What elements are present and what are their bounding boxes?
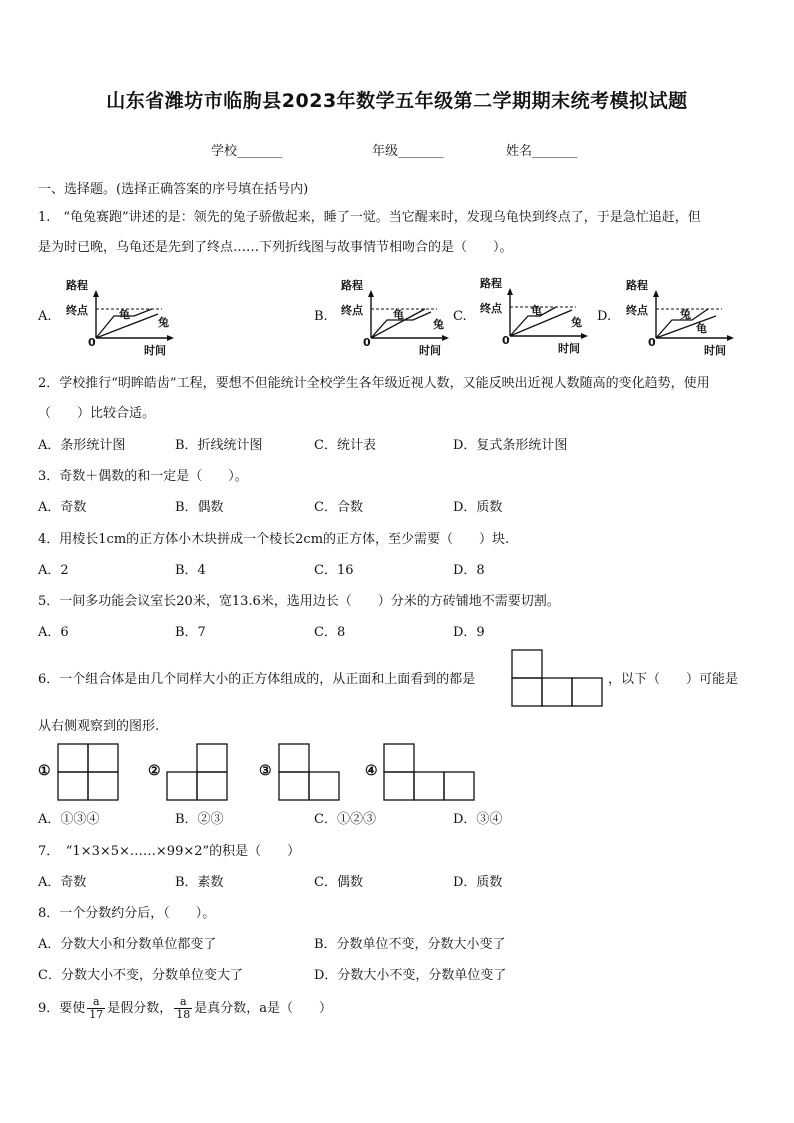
q1-option-d-label[interactable]: D. bbox=[597, 309, 612, 324]
q4-text: 4．用棱长1cm的正方体小木块拼成一个棱长2cm的正方体，至少需要（ ）块. bbox=[38, 532, 510, 547]
q6-figure-3-label: ③ bbox=[259, 763, 272, 779]
x-axis-label: 时间 bbox=[558, 342, 580, 355]
finish-label: 终点 bbox=[341, 304, 363, 317]
q6-figure-2-label: ② bbox=[148, 763, 161, 779]
q9-text-pre: 9．要使 bbox=[38, 1001, 86, 1016]
origin-label: 0 bbox=[648, 336, 656, 349]
y-axis-label: 路程 bbox=[66, 279, 88, 292]
tortoise-label: 龟 bbox=[531, 304, 542, 317]
page-title: 山东省潍坊市临朐县2023年数学五年级第二学期期末统考模拟试题 bbox=[106, 90, 688, 112]
q4-option-d[interactable]: D．8 bbox=[453, 563, 485, 578]
origin-label: 0 bbox=[502, 334, 510, 347]
q4-option-b[interactable]: B．4 bbox=[175, 563, 206, 578]
rabbit-label: 兔 bbox=[571, 316, 582, 329]
q2-option-d[interactable]: D．复式条形统计图 bbox=[453, 438, 568, 453]
q6-option-d[interactable]: D．③④ bbox=[453, 812, 503, 827]
y-axis-label: 路程 bbox=[341, 279, 363, 292]
q6-text-after: ，以下（ ）可能是 bbox=[608, 672, 739, 687]
q9-fraction-1 bbox=[87, 996, 105, 1021]
q1-option-c-label[interactable]: C. bbox=[453, 309, 467, 324]
section-heading: 一、选择题。(选择正确答案的序号填在括号内) bbox=[38, 182, 309, 197]
q7-option-b[interactable]: B．素数 bbox=[175, 875, 224, 890]
finish-label: 终点 bbox=[480, 302, 502, 315]
q3-text: 3．奇数＋偶数的和一定是（ ）。 bbox=[38, 469, 248, 484]
q6-option-b[interactable]: B．②③ bbox=[175, 812, 224, 827]
rabbit-label: 兔 bbox=[433, 318, 444, 331]
y-axis-label: 路程 bbox=[626, 279, 648, 292]
q8-option-b[interactable]: B．分数单位不变，分数大小变了 bbox=[314, 937, 506, 952]
q4-option-c[interactable]: C．16 bbox=[314, 563, 354, 578]
q6-figure-1 bbox=[57, 743, 121, 803]
q1-graph-d bbox=[622, 276, 747, 358]
q3-option-c[interactable]: C．合数 bbox=[314, 500, 363, 515]
q3-option-d[interactable]: D．质数 bbox=[453, 500, 503, 515]
fraction-denominator: 18 bbox=[176, 1008, 191, 1021]
q8-text: 8．一个分数约分后，（ ）。 bbox=[38, 906, 216, 921]
rabbit-label: 兔 bbox=[680, 308, 691, 321]
q6-option-c[interactable]: C．①②③ bbox=[314, 812, 376, 827]
q9-fraction-2 bbox=[174, 996, 192, 1021]
q3-option-a[interactable]: A．奇数 bbox=[38, 500, 87, 515]
q6-view-figure bbox=[511, 649, 605, 709]
q5-option-c[interactable]: C．8 bbox=[314, 625, 346, 640]
q8-option-d[interactable]: D．分数大小不变，分数单位变了 bbox=[314, 968, 507, 983]
fraction-numerator: a bbox=[174, 996, 192, 1009]
q1-text-line2: 是为时已晚，乌龟还是先到了终点……下列折线图与故事情节相吻合的是（ ）。 bbox=[38, 240, 513, 255]
q1-text-line1: 1. “龟兔赛跑”讲述的是：领先的兔子骄傲起来，睡了一觉。当它醒来时，发现乌龟快到终点了，于是急忙追赶，但 bbox=[38, 210, 701, 225]
q2-option-a[interactable]: A．条形统计图 bbox=[38, 438, 126, 453]
q2-text-line2: （ ）比较合适。 bbox=[38, 406, 156, 421]
x-axis-label: 时间 bbox=[419, 344, 441, 357]
q6-figure-4 bbox=[383, 743, 477, 803]
q9-text-mid: 是假分数， bbox=[107, 1001, 173, 1016]
q3-option-b[interactable]: B．偶数 bbox=[175, 500, 224, 515]
tortoise-label: 龟 bbox=[696, 322, 707, 335]
q5-text: 5．一间多功能会议室长20米，宽13.6米，选用边长（ ）分米的方砖铺地不需要切割。 bbox=[38, 594, 560, 609]
origin-label: 0 bbox=[88, 336, 96, 349]
q9-text-post: 是真分数，a是（ ） bbox=[194, 1001, 333, 1016]
x-axis-label: 时间 bbox=[144, 344, 166, 357]
rabbit-label: 兔 bbox=[158, 316, 169, 329]
q6-figure-1-label: ① bbox=[38, 763, 51, 779]
q1-option-b-label[interactable]: B. bbox=[314, 309, 328, 324]
tortoise-label: 龟 bbox=[119, 308, 130, 321]
q7-option-a[interactable]: A．奇数 bbox=[38, 875, 87, 890]
q1-option-a-label[interactable]: A. bbox=[38, 309, 52, 324]
q2-text-line1: 2．学校推行“明眸皓齿”工程，要想不但能统计全校学生各年级近视人数，又能反映出近视人数随高的变化趋势，使用 bbox=[38, 376, 710, 391]
q6-option-a[interactable]: A．①③④ bbox=[38, 812, 100, 827]
tortoise-label: 龟 bbox=[393, 308, 404, 321]
q8-option-c[interactable]: C．分数大小不变，分数单位变大了 bbox=[38, 968, 243, 983]
q5-option-a[interactable]: A．6 bbox=[38, 625, 69, 640]
q7-option-c[interactable]: C．偶数 bbox=[314, 875, 363, 890]
q8-option-a[interactable]: A．分数大小和分数单位都变了 bbox=[38, 937, 217, 952]
fraction-numerator: a bbox=[87, 996, 105, 1009]
x-axis-label: 时间 bbox=[704, 344, 726, 357]
q1-graph-c bbox=[476, 274, 601, 356]
y-axis-label: 路程 bbox=[480, 277, 502, 290]
q5-option-b[interactable]: B．7 bbox=[175, 625, 206, 640]
q4-option-a[interactable]: A．2 bbox=[38, 563, 69, 578]
q2-option-b[interactable]: B．折线统计图 bbox=[175, 438, 263, 453]
grade-field[interactable]: 年级_______ bbox=[372, 144, 444, 159]
q6-figure-4-label: ④ bbox=[365, 763, 378, 779]
q6-text-line2: 从右侧观察到的图形. bbox=[38, 719, 160, 734]
q1-graph-b bbox=[337, 276, 462, 358]
finish-label: 终点 bbox=[66, 304, 88, 317]
fraction-denominator: 17 bbox=[89, 1008, 104, 1021]
q1-graph-a bbox=[62, 276, 187, 358]
q9-text bbox=[38, 996, 332, 1021]
school-field[interactable]: 学校_______ bbox=[211, 144, 283, 159]
q6-text-before: 6．一个组合体是由几个同样大小的正方体组成的，从正面和上面看到的都是 bbox=[38, 672, 476, 687]
q5-option-d[interactable]: D．9 bbox=[453, 625, 485, 640]
name-field[interactable]: 姓名_______ bbox=[506, 144, 578, 159]
q6-figure-2 bbox=[166, 743, 230, 803]
q2-option-c[interactable]: C．统计表 bbox=[314, 438, 376, 453]
q7-option-d[interactable]: D．质数 bbox=[453, 875, 503, 890]
origin-label: 0 bbox=[363, 336, 371, 349]
q7-text: 7． “1×3×5×……×99×2”的积是（ ） bbox=[38, 844, 301, 859]
finish-label: 终点 bbox=[626, 304, 648, 317]
q6-figure-3 bbox=[278, 743, 342, 803]
